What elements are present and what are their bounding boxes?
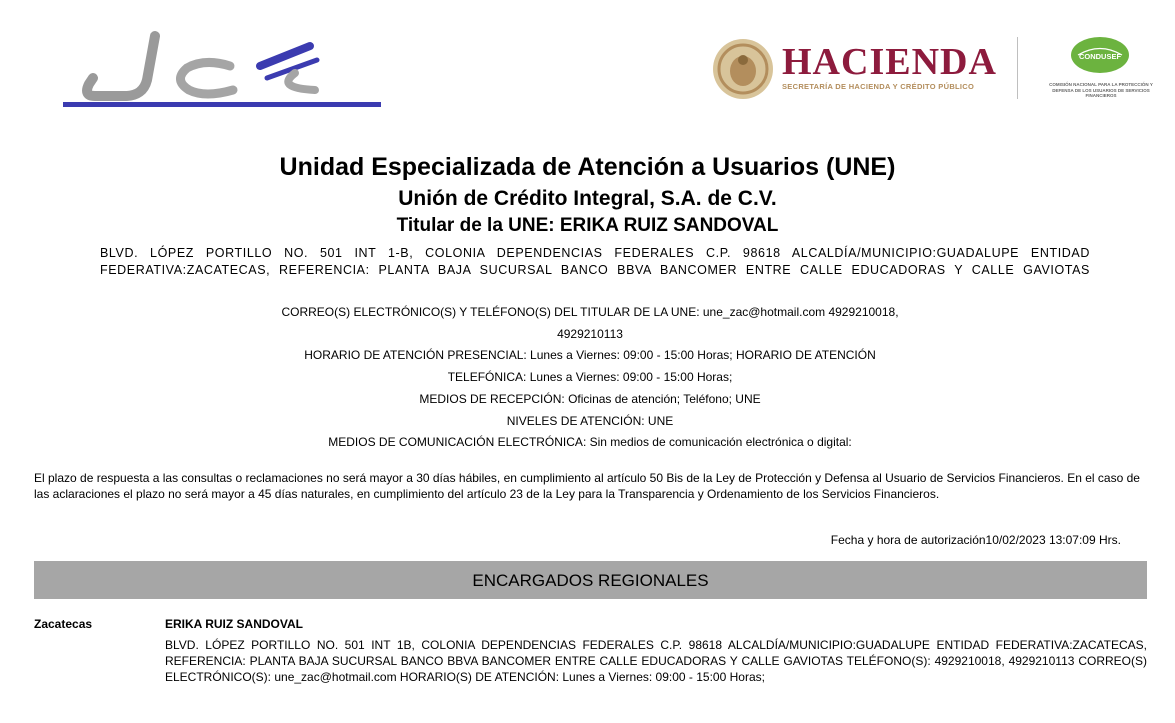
- authorization-date: Fecha y hora de autorización10/02/2023 13:07:09 Hrs.: [830, 533, 1121, 547]
- company-name: Unión de Crédito Integral, S.A. de C.V.: [398, 187, 777, 210]
- header-divider: [1017, 37, 1018, 99]
- une-address: [100, 245, 1090, 279]
- condusef-logo: [1070, 36, 1130, 74]
- mexico-seal-icon: [712, 38, 774, 100]
- regional-manager-details: BLVD. LÓPEZ PORTILLO NO. 501 INT 1B, COLONIA DEPENDENCIAS FEDERALES C.P. 98618 ALCALDÍA/MUNICIPIO:GUADALUPE ENTIDAD FEDERATIVA:ZACATECAS, REFERENCIA: PLANTA BAJA SUCURSAL BANCO BBVA BANCOMER ENTRE CALLE EDUCADORAS Y CALLE GAVIOTAS TELÉFONO(S): 4929210018, 4929210113 CORREO(S) ELECTRÓNICO(S): une_zac@hotmail.com HORARIO(S) DE ATENCIÓN: Lunes a Viernes: 09:00 - 15:00 Horas;: [165, 638, 1147, 684]
- contact-block: [0, 302, 1175, 454]
- titular-name: Titular de la UNE: ERIKA RUIZ SANDOVAL: [396, 215, 779, 236]
- condusef-subtitle: COMISIÓN NACIONAL PARA LA PROTECCIÓN Y DEFENSA DE LOS USUARIOS DE SERVICIOS FINANCIEROS: [1049, 82, 1153, 98]
- attention-levels: NIVELES DE ATENCIÓN: UNE: [506, 413, 674, 428]
- contact-phone-2: 4929210113: [557, 326, 623, 341]
- electronic-media: MEDIOS DE COMUNICACIÓN ELECTRÓNICA: Sin medios de comunicación electrónica o digital:: [328, 435, 852, 450]
- address-line-2: FEDERATIVA:ZACATECAS, REFERENCIA: PLANTA BAJA SUCURSAL BANCO BBVA BANCOMER ENTRE CALLE EDUCADORAS Y CALLE GAVIOTAS: [100, 263, 1090, 277]
- response-time-paragraph: El plazo de respuesta a las consultas o reclamaciones no será mayor a 30 días hábiles, en cumplimiento al artículo 50 Bis de la Ley de Protección y Defensa al Usuario de Servicios Financieros. En el caso de las aclaraciones el plazo no será mayor a 45 días naturales, en cumplimiento del artículo 23 de la Ley para la Transparencia y Ordenamiento de los Servicios Financieros.: [34, 471, 1140, 501]
- page-title: Unidad Especializada de Atención a Usuarios (UNE): [279, 153, 896, 181]
- condusef-brand: CONDUSEF: [1078, 52, 1122, 61]
- hacienda-brand: HACIENDA: [782, 41, 997, 83]
- reception-media: MEDIOS DE RECEPCIÓN: Oficinas de atención; Teléfono; UNE: [419, 391, 761, 406]
- hacienda-subtitle: SECRETARÍA DE HACIENDA Y CRÉDITO PÚBLICO: [782, 82, 975, 91]
- contact-email-phone: CORREO(S) ELECTRÓNICO(S) Y TELÉFONO(S) DEL TITULAR DE LA UNE: une_zac@hotmail.com 4929210018,: [281, 305, 899, 319]
- regional-manager-name: ERIKA RUIZ SANDOVAL: [165, 617, 303, 631]
- address-line-1: BLVD. LÓPEZ PORTILLO NO. 501 INT 1-B, COLONIA DEPENDENCIAS FEDERALES C.P. 98618 ALCALDÍA/MUNICIPIO:GUADALUPE ENTIDAD: [100, 246, 1090, 260]
- region-name: Zacatecas: [34, 617, 93, 631]
- uci-logo: [55, 28, 385, 118]
- schedule-telefonica: TELEFÓNICA: Lunes a Viernes: 09:00 - 15:00 Horas;: [447, 370, 733, 385]
- section-heading: ENCARGADOS REGIONALES: [472, 571, 709, 590]
- schedule-presencial: HORARIO DE ATENCIÓN PRESENCIAL: Lunes a Viernes: 09:00 - 15:00 Horas; HORARIO DE ATENCIÓN: [304, 348, 876, 363]
